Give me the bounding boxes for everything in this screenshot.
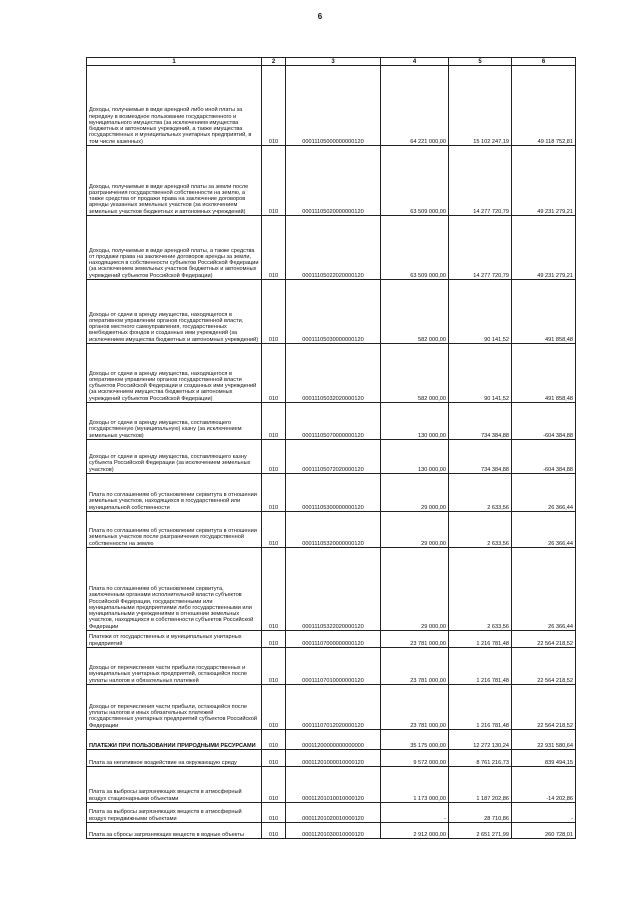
row-planned-cell: 29 000,00 — [381, 548, 449, 631]
row-remaining-cell: -14 202,86 — [512, 767, 576, 803]
row-code-cell: 010 — [262, 146, 286, 216]
row-executed-cell: 734 384,88 — [449, 440, 512, 474]
row-code-cell: 010 — [262, 730, 286, 750]
row-kbk-cell: 00011105300000000120 — [286, 474, 381, 512]
row-kbk-cell: 00011105020000000120 — [286, 146, 381, 216]
row-remaining-cell: - — [512, 803, 576, 823]
row-kbk-cell: 00011201000010000120 — [286, 750, 381, 767]
row-kbk-cell: 00011200000000000000 — [286, 730, 381, 750]
row-executed-cell: 1 216 781,48 — [449, 631, 512, 648]
row-kbk-cell: 00011105072020000120 — [286, 440, 381, 474]
row-kbk-cell: 00011105070000000120 — [286, 403, 381, 440]
row-name-cell: Доходы от сдачи в аренду имущества, находящегося в оперативном управлении органов государственной власти субъектов Российской Федерации и созданных ими учреждений (за исключением имущества бюджетных и автономных учреждений субъектов Российской Федерации) — [87, 344, 262, 403]
column-header: 5 — [449, 58, 512, 66]
revenue-table — [86, 57, 576, 839]
row-executed-cell: 90 141,52 — [449, 280, 512, 344]
row-code-cell: 010 — [262, 685, 286, 730]
row-remaining-cell: 491 858,48 — [512, 280, 576, 344]
table-row — [87, 823, 576, 839]
row-kbk-cell: 00011201010010000120 — [286, 767, 381, 803]
row-planned-cell: 582 000,00 — [381, 344, 449, 403]
row-remaining-cell: 22 564 218,52 — [512, 685, 576, 730]
row-planned-cell: - — [381, 803, 449, 823]
row-executed-cell: 1 216 781,48 — [449, 685, 512, 730]
row-kbk-cell: 00011105032020000120 — [286, 344, 381, 403]
row-name-cell: Доходы от перечисления части прибыли государственных и муниципальных унитарных предприятий, остающейся после уплаты налогов и обязательных платежей — [87, 648, 262, 685]
table-row — [87, 146, 576, 216]
row-kbk-cell: 00011105000000000120 — [286, 66, 381, 146]
table-row — [87, 280, 576, 344]
row-planned-cell: 23 781 000,00 — [381, 685, 449, 730]
column-header: 2 — [262, 58, 286, 66]
row-remaining-cell: 839 494,15 — [512, 750, 576, 767]
row-planned-cell: 63 509 000,00 — [381, 216, 449, 280]
row-kbk-cell: 00011201030010000120 — [286, 823, 381, 839]
table-row — [87, 66, 576, 146]
row-code-cell: 010 — [262, 512, 286, 548]
column-header: 4 — [381, 58, 449, 66]
row-remaining-cell: 22 564 218,52 — [512, 631, 576, 648]
row-remaining-cell: 26 366,44 — [512, 474, 576, 512]
row-executed-cell: 2 633,56 — [449, 512, 512, 548]
row-remaining-cell: 22 564 218,52 — [512, 648, 576, 685]
row-planned-cell: 29 000,00 — [381, 512, 449, 548]
row-remaining-cell: 49 231 279,21 — [512, 216, 576, 280]
table-row — [87, 216, 576, 280]
row-planned-cell: 29 000,00 — [381, 474, 449, 512]
row-remaining-cell: 26 366,44 — [512, 512, 576, 548]
row-kbk-cell: 00011105022020000120 — [286, 216, 381, 280]
row-kbk-cell: 00011105322020000120 — [286, 548, 381, 631]
table-row — [87, 685, 576, 730]
row-name-cell: Доходы от перечисления части прибыли, остающейся после уплаты налогов и иных обязательных платежей государственных унитарных предприятий субъектов Российской Федерации — [87, 685, 262, 730]
row-executed-cell: 28 710,86 — [449, 803, 512, 823]
row-name-cell: Доходы, получаемые в виде арендной либо иной платы за передачу в возмездное пользование государственного и муниципального имущества (за исключением имущества бюджетных и автономных учреждений, а также имущества государственных и муниципальных унитарных предприятий, в том числе казенных) — [87, 66, 262, 146]
table-row — [87, 803, 576, 823]
row-code-cell: 010 — [262, 750, 286, 767]
row-name-cell: Доходы, получаемые в виде арендной платы за земли после разграничения государственной собственности на землю, а также средства от продажи права на заключение договоров аренды указанных земельных участков (за исключением земельных участков бюджетных и автономных учреждений) — [87, 146, 262, 216]
row-remaining-cell: -604 384,88 — [512, 440, 576, 474]
row-executed-cell: 90 141,52 — [449, 344, 512, 403]
row-planned-cell: 2 912 000,00 — [381, 823, 449, 839]
row-executed-cell: 2 633,56 — [449, 474, 512, 512]
row-name-cell: ПЛАТЕЖИ ПРИ ПОЛЬЗОВАНИИ ПРИРОДНЫМИ РЕСУРСАМИ — [87, 730, 262, 750]
row-name-cell: Плата за выбросы загрязняющих веществ в атмосферный воздух передвижными объектами — [87, 803, 262, 823]
table-row — [87, 631, 576, 648]
row-planned-cell: 582 000,00 — [381, 280, 449, 344]
row-executed-cell: 2 633,56 — [449, 548, 512, 631]
row-remaining-cell: -604 384,88 — [512, 403, 576, 440]
row-code-cell: 010 — [262, 767, 286, 803]
row-planned-cell: 35 175 000,00 — [381, 730, 449, 750]
row-name-cell: Доходы, получаемые в виде арендной платы, а также средства от продажи права на заключение договоров аренды за земли, находящиеся в собственности субъектов Российской Федерации (за исключением земельных участков бюджетных и автономных учреждений субъектов Российской Федерации) — [87, 216, 262, 280]
row-name-cell: Плата по соглашениям об установлении сервитута, заключенным органами исполнительной власти субъектов Российской Федерации, государственными или муниципальными предприятиями либо государственными или муниципальными учреждениями в отношении земельных участков, находящихся в собственности субъектов Российской Федерации — [87, 548, 262, 631]
row-code-cell: 010 — [262, 66, 286, 146]
row-remaining-cell: 491 858,48 — [512, 344, 576, 403]
row-remaining-cell: 22 931 580,64 — [512, 730, 576, 750]
row-code-cell: 010 — [262, 474, 286, 512]
row-kbk-cell: 00011107012020000120 — [286, 685, 381, 730]
row-executed-cell: 14 277 720,79 — [449, 146, 512, 216]
row-planned-cell: 1 173 000,00 — [381, 767, 449, 803]
row-executed-cell: 14 277 720,79 — [449, 216, 512, 280]
table-header-row — [87, 58, 576, 66]
row-code-cell: 010 — [262, 803, 286, 823]
row-kbk-cell: 00011107010000000120 — [286, 648, 381, 685]
row-executed-cell: 1 187 202,86 — [449, 767, 512, 803]
table-row — [87, 512, 576, 548]
row-kbk-cell: 00011201020010000120 — [286, 803, 381, 823]
column-header: 3 — [286, 58, 381, 66]
row-remaining-cell: 26 366,44 — [512, 548, 576, 631]
row-remaining-cell: 49 118 752,81 — [512, 66, 576, 146]
row-kbk-cell: 00011105030000000120 — [286, 280, 381, 344]
row-code-cell: 010 — [262, 823, 286, 839]
row-name-cell: Плата за сбросы загрязняющих веществ в водные объекты — [87, 823, 262, 839]
row-executed-cell: 15 102 247,19 — [449, 66, 512, 146]
row-name-cell: Плата по соглашениям об установлении сервитута в отношении земельных участков, находящихся в государственной или муниципальной собственности — [87, 474, 262, 512]
row-remaining-cell: 260 728,01 — [512, 823, 576, 839]
row-name-cell: Доходы от сдачи в аренду имущества, находящегося в оперативном управлении органов государственной власти, органов местного самоуправления, государственных внебюджетных фондов и созданных ими учреждений (за исключением имущества бюджетных и автономных учреждений) — [87, 280, 262, 344]
row-name-cell: Плата за выбросы загрязняющих веществ в атмосферный воздух стационарными объектами — [87, 767, 262, 803]
row-name-cell: Плата по соглашениям об установлении сервитута в отношении земельных участков после разграничения государственной собственности на землю — [87, 512, 262, 548]
row-planned-cell: 23 781 000,00 — [381, 631, 449, 648]
row-name-cell: Доходы от сдачи в аренду имущества, составляющего государственную (муниципальную) казну (за исключением земельных участков) — [87, 403, 262, 440]
table-row — [87, 750, 576, 767]
page-number: 6 — [317, 12, 323, 21]
row-executed-cell: 2 651 271,99 — [449, 823, 512, 839]
row-code-cell: 010 — [262, 280, 286, 344]
column-header: 1 — [87, 58, 262, 66]
table-row — [87, 474, 576, 512]
table-row — [87, 403, 576, 440]
row-kbk-cell: 00011107000000000120 — [286, 631, 381, 648]
row-name-cell: Платежи от государственных и муниципальных унитарных предприятий — [87, 631, 262, 648]
row-planned-cell: 64 221 000,00 — [381, 66, 449, 146]
row-code-cell: 010 — [262, 631, 286, 648]
table-row — [87, 548, 576, 631]
row-code-cell: 010 — [262, 344, 286, 403]
table-row — [87, 648, 576, 685]
row-code-cell: 010 — [262, 548, 286, 631]
row-name-cell: Плата за негативное воздействие на окружающую среду — [87, 750, 262, 767]
row-executed-cell: 734 384,88 — [449, 403, 512, 440]
row-executed-cell: 8 761 216,73 — [449, 750, 512, 767]
column-header: 6 — [512, 58, 576, 66]
table-row — [87, 344, 576, 403]
row-code-cell: 010 — [262, 648, 286, 685]
row-remaining-cell: 49 231 279,21 — [512, 146, 576, 216]
row-code-cell: 010 — [262, 216, 286, 280]
row-executed-cell: 1 216 781,48 — [449, 648, 512, 685]
row-code-cell: 010 — [262, 440, 286, 474]
row-planned-cell: 130 000,00 — [381, 403, 449, 440]
row-planned-cell: 9 572 000,00 — [381, 750, 449, 767]
row-kbk-cell: 00011105320000000120 — [286, 512, 381, 548]
row-planned-cell: 130 000,00 — [381, 440, 449, 474]
row-planned-cell: 63 509 000,00 — [381, 146, 449, 216]
table-row — [87, 767, 576, 803]
row-code-cell: 010 — [262, 403, 286, 440]
table-row — [87, 730, 576, 750]
row-name-cell: Доходы от сдачи в аренду имущества, составляющего казну субъекта Российской Федерации (за исключением земельных участков) — [87, 440, 262, 474]
row-planned-cell: 23 781 000,00 — [381, 648, 449, 685]
row-executed-cell: 12 272 130,24 — [449, 730, 512, 750]
table-row — [87, 440, 576, 474]
